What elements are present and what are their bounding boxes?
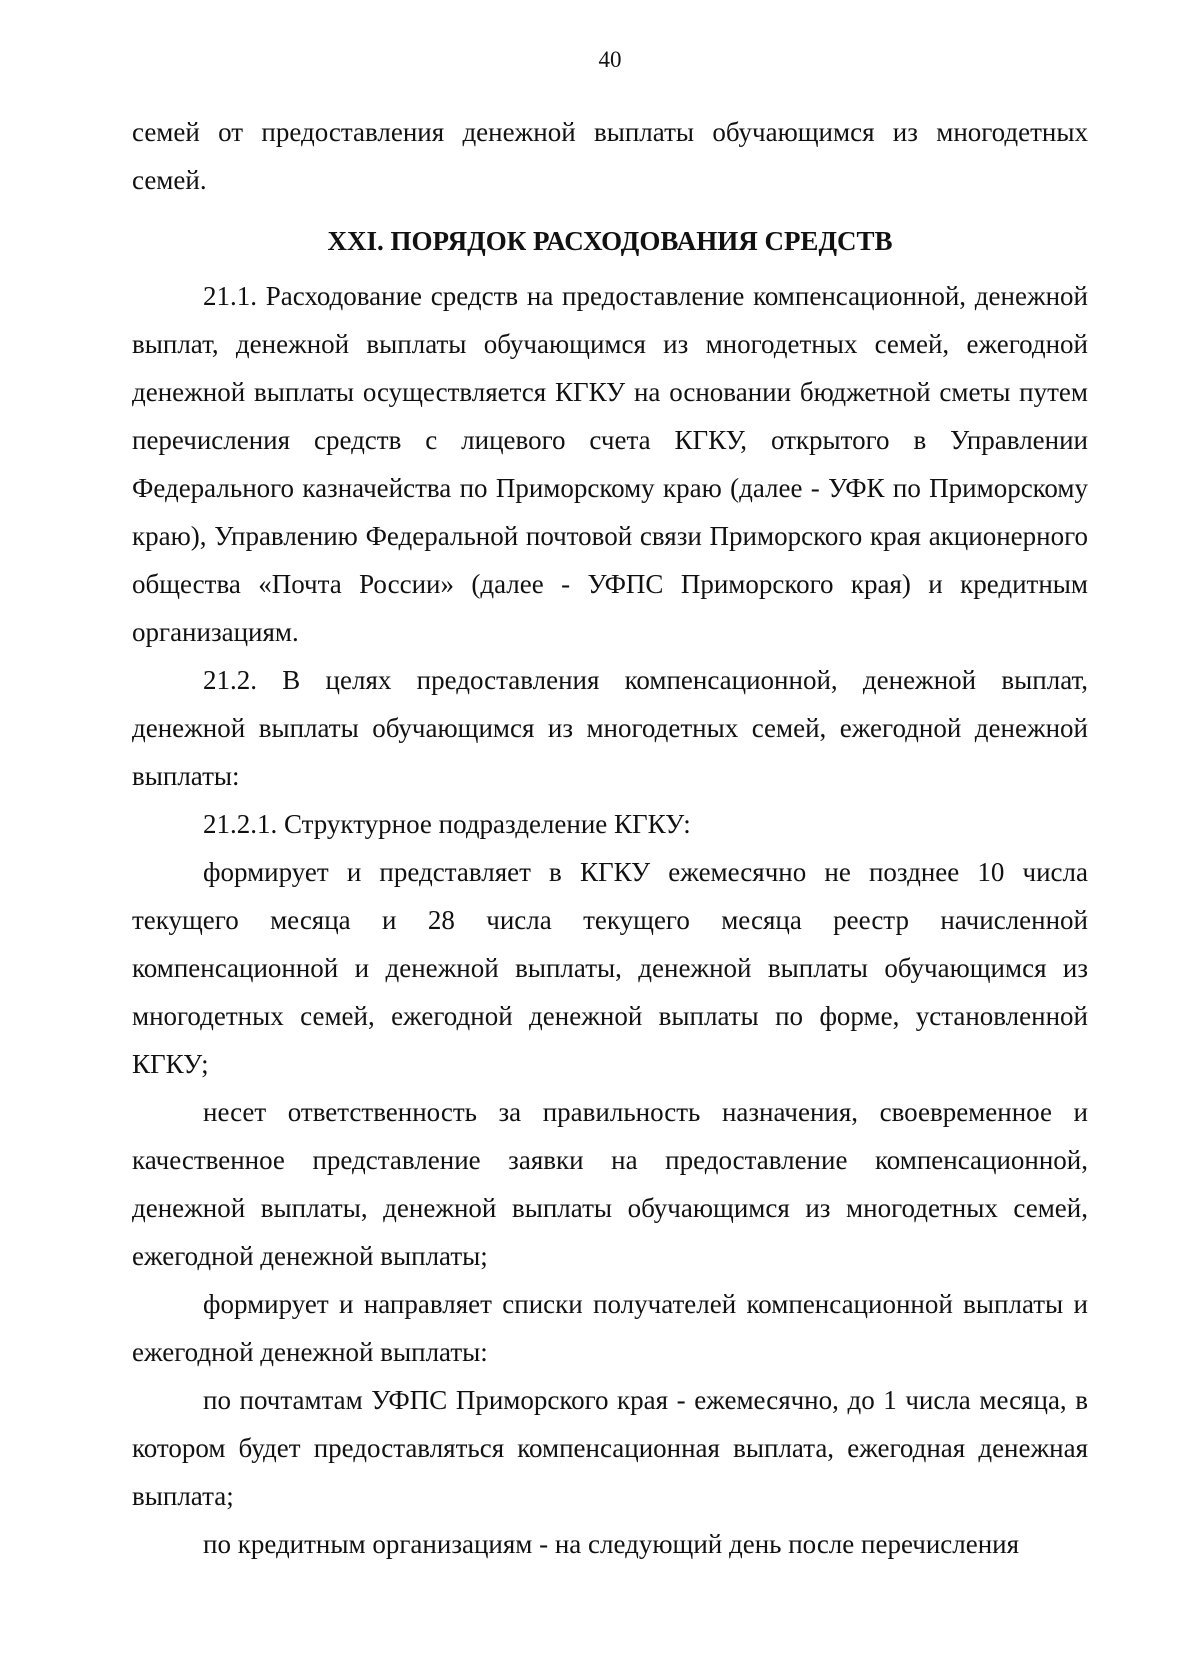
paragraph-21-1: 21.1. Расходование средств на предоставление компенсационной, денежной выплат, денежной выплаты обучающимся из многодетных семей, ежегодной денежной выплаты осуществляется КГКУ на основании бюджетной сметы путем перечисления средств с лицевого счета КГКУ, открытого в Управлении Федерального казначейства по Приморскому краю (далее - УФК по Приморскому краю), Управлению Федеральной почтовой связи Приморского края акционерного общества «Почта России» (далее - УФПС Приморского края) и кредитным организациям. [132,281,1088,647]
paragraph-forms-registry: формирует и представляет в КГКУ ежемесячно не позднее 10 числа текущего месяца и 28 числа текущего месяца реестр начисленной компенсационной и денежной выплаты, денежной выплаты обучающимся из многодетных семей, ежегодной денежной выплаты по форме, установленной КГКУ; [132,857,1088,1079]
paragraph-21-2-1: 21.2.1. Структурное подразделение КГКУ: [203,809,691,839]
paragraph-21-2: 21.2. В целях предоставления компенсационной, денежной выплат, денежной выплаты обучающимся из многодетных семей, ежегодной денежной выплаты: [132,665,1088,791]
paragraph-responsibility: несет ответственность за правильность назначения, своевременное и качественное представление заявки на предоставление компенсационной, денежной выплаты, денежной выплаты обучающимся из многодетных семей, ежегодной денежной выплаты; [132,1097,1088,1271]
paragraph-continuation: семей от предоставления денежной выплаты обучающимся из многодетных семей. [132,117,1088,195]
page-number: 40 [598,47,622,72]
paragraph-recipient-lists: формирует и направляет списки получателей компенсационной выплаты и ежегодной денежной выплаты: [132,1289,1088,1367]
section-heading: XXI. ПОРЯДОК РАСХОДОВАНИЯ СРЕДСТВ [327,226,893,256]
paragraph-post-offices: по почтамтам УФПС Приморского края - ежемесячно, до 1 числа месяца, в котором будет предоставляться компенсационная выплата, ежегодная денежная выплата; [132,1385,1088,1511]
document-body [132,108,1088,1568]
document-page [132,0,1088,1677]
paragraph-credit-organizations: по кредитным организациям - на следующий день после перечисления [203,1529,1020,1559]
